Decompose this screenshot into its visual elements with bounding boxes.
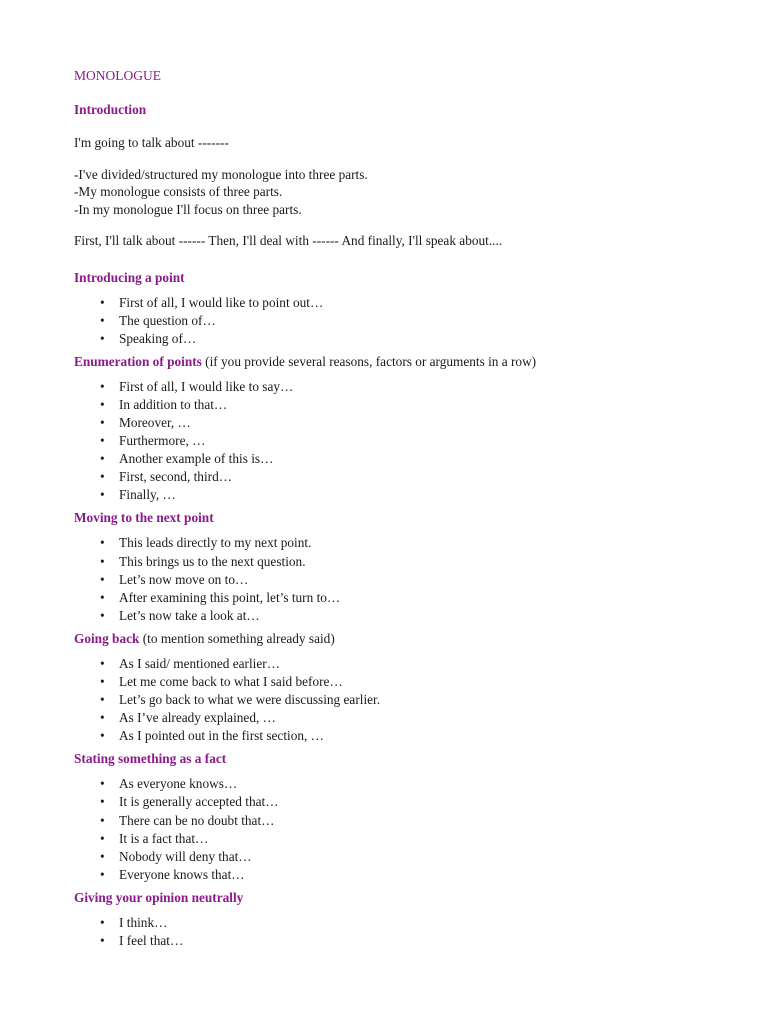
phrase-list — [74, 914, 734, 950]
list-item — [100, 812, 734, 830]
list-item-text: In addition to that… — [119, 396, 228, 412]
list-item-text: Let me come back to what I said before… — [119, 674, 343, 689]
section-heading-text: Moving to the next point — [74, 510, 214, 526]
list-item — [100, 312, 734, 330]
list-item-text: This leads directly to my next point. — [119, 535, 312, 551]
bullet-icon: • — [100, 396, 105, 412]
list-item — [100, 793, 734, 811]
list-item-text: Finally, … — [119, 487, 176, 503]
section-heading — [74, 629, 734, 649]
bullet-icon: • — [100, 933, 105, 949]
bullet-icon: • — [100, 330, 105, 346]
list-item — [100, 848, 734, 866]
list-item — [100, 673, 734, 691]
bullet-icon: • — [100, 378, 105, 394]
list-item-text: Moreover, … — [119, 414, 191, 430]
intro-part-line: -My monologue consists of three parts. — [74, 184, 283, 199]
list-item-text: As I said/ mentioned earlier… — [119, 655, 280, 671]
section-heading-text: Going back — [74, 630, 140, 646]
list-item-text: Another example of this is… — [119, 451, 274, 467]
list-item-text: Let’s now take a look at… — [119, 607, 260, 623]
section-heading-note: (if you provide several reasons, factors or arguments in a row) — [201, 353, 537, 369]
list-item-text: Nobody will deny that… — [119, 848, 252, 864]
list-item — [100, 866, 734, 884]
list-item-text: There can be no doubt that… — [119, 812, 275, 828]
list-item — [100, 932, 734, 950]
bullet-icon: • — [100, 294, 105, 310]
list-item-text: Furthermore, … — [119, 433, 206, 449]
list-item — [100, 432, 734, 450]
intro-sequence-line: First, I'll talk about ------ Then, I'll deal with ------ And finally, I'll speak about.... — [74, 233, 503, 248]
list-item — [100, 414, 734, 432]
phrase-list — [74, 294, 734, 348]
list-item-text: First of all, I would like to point out… — [119, 294, 324, 310]
phrase-list — [74, 655, 734, 745]
bullet-icon: • — [100, 776, 105, 792]
list-item-text: First, second, third… — [119, 469, 233, 485]
phrase-sections — [74, 268, 734, 951]
list-item-text: Speaking of… — [119, 330, 197, 346]
list-item-text: As everyone knows… — [119, 776, 238, 792]
list-item — [100, 330, 734, 348]
document-body — [74, 66, 734, 950]
phrase-section — [74, 888, 734, 950]
list-item-text: Let’s now move on to… — [119, 571, 249, 587]
document-title: MONOLOGUE — [74, 68, 161, 83]
section-heading — [74, 508, 734, 528]
phrase-section — [74, 749, 734, 884]
phrase-list — [74, 378, 734, 505]
list-item — [100, 727, 734, 745]
intro-part-line: -I've divided/structured my monologue into three parts. — [74, 166, 368, 182]
list-item — [100, 607, 734, 625]
list-item-text: After examining this point, let’s turn to… — [119, 589, 341, 605]
bullet-icon: • — [100, 866, 105, 882]
list-item-text: I think… — [119, 914, 168, 930]
list-item — [100, 914, 734, 932]
list-item-text: It is generally accepted that… — [119, 794, 279, 810]
list-item — [100, 468, 734, 486]
bullet-icon: • — [100, 469, 105, 485]
list-item — [100, 589, 734, 607]
bullet-icon: • — [100, 589, 105, 605]
section-heading-introduction: Introduction — [74, 102, 147, 117]
section-heading-text: Giving your opinion neutrally — [74, 889, 244, 905]
list-item-text: First of all, I would like to say… — [119, 378, 294, 394]
list-item-text: This brings us to the next question. — [119, 553, 306, 569]
section-heading — [74, 749, 734, 769]
list-item-text: It is a fact that… — [119, 830, 209, 846]
intro-part-line: -In my monologue I'll focus on three parts. — [74, 201, 302, 217]
list-item-text: Everyone knows that… — [119, 866, 245, 882]
list-item — [100, 378, 734, 396]
bullet-icon: • — [100, 571, 105, 587]
bullet-icon: • — [100, 433, 105, 449]
bullet-icon: • — [100, 312, 105, 328]
list-item — [100, 396, 734, 414]
section-heading-text: Enumeration of points — [74, 353, 202, 369]
list-item — [100, 294, 734, 312]
list-item — [100, 691, 734, 709]
bullet-icon: • — [100, 692, 105, 708]
intro-line: I'm going to talk about ------- — [74, 135, 229, 150]
bullet-icon: • — [100, 553, 105, 569]
phrase-section — [74, 508, 734, 624]
section-heading — [74, 352, 734, 372]
section-heading-text: Stating something as a fact — [74, 751, 227, 767]
list-item — [100, 775, 734, 793]
phrase-section — [74, 268, 734, 348]
bullet-icon: • — [100, 914, 105, 930]
phrase-section — [74, 352, 734, 505]
list-item — [100, 830, 734, 848]
bullet-icon: • — [100, 710, 105, 726]
bullet-icon: • — [100, 451, 105, 467]
bullet-icon: • — [100, 794, 105, 810]
bullet-icon: • — [100, 728, 105, 744]
phrase-list — [74, 775, 734, 884]
list-item — [100, 486, 734, 504]
bullet-icon: • — [100, 830, 105, 846]
list-item-text: I feel that… — [119, 933, 184, 949]
bullet-icon: • — [100, 848, 105, 864]
bullet-icon: • — [100, 414, 105, 430]
bullet-icon: • — [100, 674, 105, 689]
phrase-section — [74, 629, 734, 745]
section-heading — [74, 268, 734, 288]
list-item — [100, 709, 734, 727]
list-item — [100, 450, 734, 468]
list-item-text: The question of… — [119, 312, 216, 328]
section-heading — [74, 888, 734, 908]
bullet-icon: • — [100, 812, 105, 828]
section-heading-note: (to mention something already said) — [139, 630, 335, 646]
bullet-icon: • — [100, 607, 105, 623]
list-item-text: Let’s go back to what we were discussing earlier. — [119, 692, 381, 708]
bullet-icon: • — [100, 655, 105, 671]
section-heading-text: Introducing a point — [74, 269, 185, 285]
list-item — [100, 571, 734, 589]
list-item — [100, 655, 734, 673]
list-item-text: As I pointed out in the first section, … — [119, 728, 324, 744]
phrase-list — [74, 534, 734, 624]
list-item — [100, 534, 734, 552]
list-item-text: As I’ve already explained, … — [119, 710, 276, 726]
bullet-icon: • — [100, 535, 105, 551]
bullet-icon: • — [100, 487, 105, 503]
list-item — [100, 553, 734, 571]
